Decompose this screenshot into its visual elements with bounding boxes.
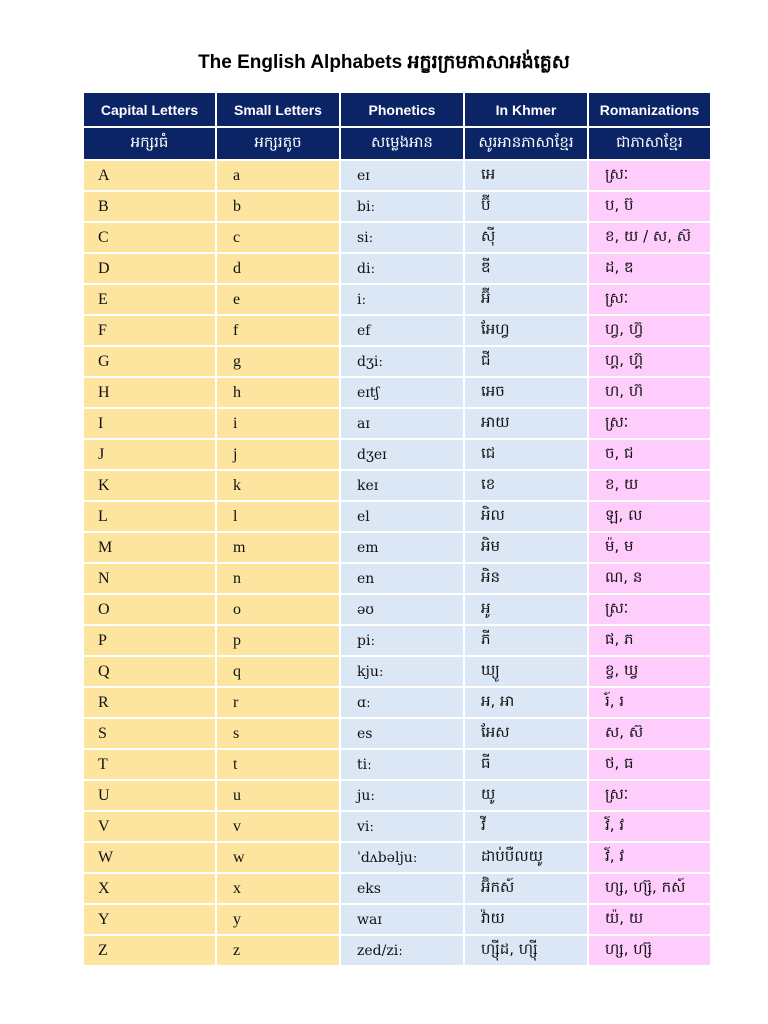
khmer-header-phonetics: សម្លេងអាន (341, 128, 463, 159)
table-row (84, 595, 710, 624)
small-letter-cell: l (217, 502, 339, 531)
small-letter-cell: q (217, 657, 339, 686)
phonetic-cell: zed/ziː (341, 936, 463, 965)
khmer-pronunciation-cell: ភី (465, 626, 587, 655)
small-letter-cell: s (217, 719, 339, 748)
romanization-cell: វ៍, វ (589, 812, 710, 841)
romanization-cell: ដ, ឌ (589, 254, 710, 283)
khmer-pronunciation-cell: អិល (465, 502, 587, 531)
capital-letter-cell: K (84, 471, 215, 500)
capital-letter-cell: Q (84, 657, 215, 686)
capital-letter-cell: P (84, 626, 215, 655)
phonetic-cell: diː (341, 254, 463, 283)
small-letter-cell: v (217, 812, 339, 841)
capital-letter-cell: G (84, 347, 215, 376)
header-in-khmer: In Khmer (465, 93, 587, 126)
capital-letter-cell: A (84, 161, 215, 190)
table-row (84, 564, 710, 593)
khmer-pronunciation-cell: ជី (465, 347, 587, 376)
capital-letter-cell: U (84, 781, 215, 810)
small-letter-cell: i (217, 409, 339, 438)
small-letter-cell: u (217, 781, 339, 810)
romanization-cell: ណ, ន (589, 564, 710, 593)
header-romanizations: Romanizations (589, 93, 710, 126)
khmer-pronunciation-cell: អែហ្វ (465, 316, 587, 345)
table-row (84, 316, 710, 345)
small-letter-cell: a (217, 161, 339, 190)
khmer-pronunciation-cell: អេ (465, 161, 587, 190)
romanization-cell: ស្រៈ (589, 595, 710, 624)
small-letter-cell: z (217, 936, 339, 965)
khmer-header-row (84, 128, 710, 159)
phonetic-cell: piː (341, 626, 463, 655)
romanization-cell: ស្រៈ (589, 781, 710, 810)
romanization-cell: យ៉, យ (589, 905, 710, 934)
small-letter-cell: f (217, 316, 339, 345)
khmer-header-romanizations: ជាភាសាខ្មែរ (589, 128, 710, 159)
phonetic-cell: dʒeɪ (341, 440, 463, 469)
phonetic-cell: em (341, 533, 463, 562)
table-row (84, 254, 710, 283)
header-phonetics: Phonetics (341, 93, 463, 126)
romanization-cell: ខ្វ, ឃ្វ (589, 657, 710, 686)
small-letter-cell: n (217, 564, 339, 593)
table-row (84, 223, 710, 252)
khmer-pronunciation-cell: អេច (465, 378, 587, 407)
capital-letter-cell: X (84, 874, 215, 903)
capital-letter-cell: V (84, 812, 215, 841)
capital-letter-cell: E (84, 285, 215, 314)
khmer-pronunciation-cell: យូ (465, 781, 587, 810)
capital-letter-cell: W (84, 843, 215, 872)
khmer-header-small: អក្សរតូច (217, 128, 339, 159)
romanization-cell: ស, ស៊ (589, 719, 710, 748)
small-letter-cell: j (217, 440, 339, 469)
khmer-pronunciation-cell: អ៊ី (465, 285, 587, 314)
phonetic-cell: keɪ (341, 471, 463, 500)
header-small-letters: Small Letters (217, 93, 339, 126)
table-row (84, 192, 710, 221)
capital-letter-cell: D (84, 254, 215, 283)
table-row (84, 285, 710, 314)
capital-letter-cell: M (84, 533, 215, 562)
small-letter-cell: t (217, 750, 339, 779)
small-letter-cell: m (217, 533, 339, 562)
table-row (84, 502, 710, 531)
capital-letter-cell: C (84, 223, 215, 252)
capital-letter-cell: T (84, 750, 215, 779)
khmer-pronunciation-cell: ហ្ស៊ីដ, ហ្ស៊ី (465, 936, 587, 965)
phonetic-cell: biː (341, 192, 463, 221)
romanization-cell: ឡ, ល (589, 502, 710, 531)
small-letter-cell: e (217, 285, 339, 314)
page-title: The English Alphabets អក្ខរក្រមភាសាអង់គ្លេស (198, 52, 570, 73)
romanization-cell: ច, ជ (589, 440, 710, 469)
table-row (84, 719, 710, 748)
phonetic-cell: eɪtʃ (341, 378, 463, 407)
phonetic-cell: viː (341, 812, 463, 841)
khmer-pronunciation-cell: អិន (465, 564, 587, 593)
romanization-cell: ថ, ធ (589, 750, 710, 779)
table-row (84, 936, 710, 965)
capital-letter-cell: R (84, 688, 215, 717)
khmer-pronunciation-cell: អ៊ិកស៍ (465, 874, 587, 903)
khmer-header-capital: អក្សរធំ (84, 128, 215, 159)
romanization-cell: ហ, ហ៊ (589, 378, 710, 407)
phonetic-cell: es (341, 719, 463, 748)
capital-letter-cell: I (84, 409, 215, 438)
capital-letter-cell: F (84, 316, 215, 345)
phonetic-cell: el (341, 502, 463, 531)
small-letter-cell: d (217, 254, 339, 283)
phonetic-cell: eɪ (341, 161, 463, 190)
romanization-cell: ស្រៈ (589, 161, 710, 190)
khmer-pronunciation-cell: អិម (465, 533, 587, 562)
capital-letter-cell: B (84, 192, 215, 221)
phonetic-cell: əʊ (341, 595, 463, 624)
capital-letter-cell: S (84, 719, 215, 748)
khmer-pronunciation-cell: អាយ (465, 409, 587, 438)
small-letter-cell: b (217, 192, 339, 221)
romanization-cell: ខ, យ / ស, ស៊ (589, 223, 710, 252)
romanization-cell: រ៍, រ (589, 688, 710, 717)
phonetic-cell: waɪ (341, 905, 463, 934)
phonetic-cell: tiː (341, 750, 463, 779)
phonetic-cell: aɪ (341, 409, 463, 438)
header-capital-letters: Capital Letters (84, 93, 215, 126)
table-row (84, 533, 710, 562)
phonetic-cell: juː (341, 781, 463, 810)
table-row (84, 471, 710, 500)
khmer-pronunciation-cell: អ, អា (465, 688, 587, 717)
khmer-pronunciation-cell: អែស (465, 719, 587, 748)
small-letter-cell: c (217, 223, 339, 252)
phonetic-cell: iː (341, 285, 463, 314)
table-row (84, 657, 710, 686)
romanization-cell: វ៍, វ (589, 843, 710, 872)
khmer-pronunciation-cell: ជេ (465, 440, 587, 469)
small-letter-cell: r (217, 688, 339, 717)
small-letter-cell: k (217, 471, 339, 500)
phonetic-cell: kjuː (341, 657, 463, 686)
khmer-pronunciation-cell: ឌី (465, 254, 587, 283)
khmer-pronunciation-cell: ដាប់បឺលយូ (465, 843, 587, 872)
khmer-pronunciation-cell: វី (465, 812, 587, 841)
capital-letter-cell: J (84, 440, 215, 469)
table-row (84, 161, 710, 190)
alphabet-table (82, 91, 712, 967)
phonetic-cell: en (341, 564, 463, 593)
capital-letter-cell: O (84, 595, 215, 624)
table-row (84, 781, 710, 810)
romanization-cell: ហ្ស, ហ្ស៊, កស៍ (589, 874, 710, 903)
small-letter-cell: o (217, 595, 339, 624)
small-letter-cell: x (217, 874, 339, 903)
table-row (84, 750, 710, 779)
khmer-pronunciation-cell: ធី (465, 750, 587, 779)
table-row (84, 874, 710, 903)
romanization-cell: ផ, ភ (589, 626, 710, 655)
khmer-pronunciation-cell: អូ (465, 595, 587, 624)
capital-letter-cell: N (84, 564, 215, 593)
romanization-cell: ហ្ស, ហ្ស៊ (589, 936, 710, 965)
table-row (84, 409, 710, 438)
romanization-cell: ម៉, ម (589, 533, 710, 562)
khmer-header-in-khmer: សូរអានភាសាខ្មែរ (465, 128, 587, 159)
romanization-cell: ស្រៈ (589, 409, 710, 438)
romanization-cell: ហ្គ, ហ្គ៊ (589, 347, 710, 376)
khmer-pronunciation-cell: ឃ្យូ (465, 657, 587, 686)
khmer-pronunciation-cell: ខេ (465, 471, 587, 500)
table-row (84, 843, 710, 872)
table-row (84, 812, 710, 841)
small-letter-cell: w (217, 843, 339, 872)
romanization-cell: ស្រៈ (589, 285, 710, 314)
phonetic-cell: dʒiː (341, 347, 463, 376)
table-row (84, 626, 710, 655)
romanization-cell: ខ, យ (589, 471, 710, 500)
small-letter-cell: p (217, 626, 339, 655)
capital-letter-cell: Y (84, 905, 215, 934)
khmer-pronunciation-cell: ប៊ី (465, 192, 587, 221)
capital-letter-cell: L (84, 502, 215, 531)
romanization-cell: ហ្វ, ហ្វ៊ (589, 316, 710, 345)
phonetic-cell: eks (341, 874, 463, 903)
table-row (84, 347, 710, 376)
small-letter-cell: g (217, 347, 339, 376)
table-row (84, 378, 710, 407)
table-body (84, 161, 710, 965)
khmer-pronunciation-cell: វ៉ាយ (465, 905, 587, 934)
table-row (84, 905, 710, 934)
table-row (84, 440, 710, 469)
capital-letter-cell: Z (84, 936, 215, 965)
capital-letter-cell: H (84, 378, 215, 407)
phonetic-cell: ɑː (341, 688, 463, 717)
small-letter-cell: h (217, 378, 339, 407)
phonetic-cell: ef (341, 316, 463, 345)
khmer-pronunciation-cell: ស៊ី (465, 223, 587, 252)
english-header-row (84, 93, 710, 126)
table-row (84, 688, 710, 717)
small-letter-cell: y (217, 905, 339, 934)
phonetic-cell: siː (341, 223, 463, 252)
phonetic-cell: ˈdʌbəljuː (341, 843, 463, 872)
romanization-cell: ប, ប៊ (589, 192, 710, 221)
